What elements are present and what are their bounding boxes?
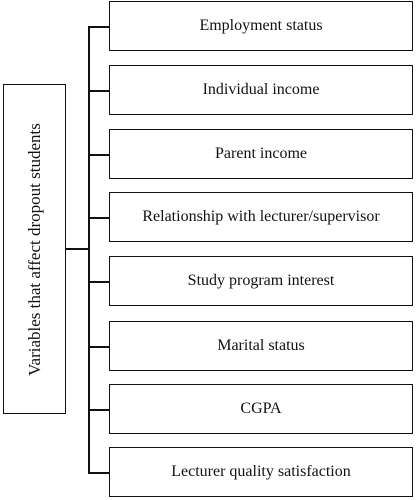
- root-variable-label: Variables that affect dropout students: [25, 122, 45, 376]
- item-box-marital-status: [109, 321, 413, 371]
- branch-line-study-program-interest: [88, 281, 109, 283]
- item-label-employment-status: Employment status: [199, 17, 323, 34]
- branch-line-lecturer-quality-satisfaction: [88, 472, 109, 474]
- item-box-cgpa: [109, 384, 413, 434]
- item-box-parent-income: [109, 129, 413, 179]
- branch-line-cgpa: [88, 409, 109, 411]
- item-label-individual-income: Individual income: [202, 81, 320, 98]
- item-box-individual-income: [109, 65, 413, 115]
- branch-line-employment-status: [88, 26, 109, 28]
- branch-line-parent-income: [88, 154, 109, 156]
- item-label-relationship-lecturer: Relationship with lecturer/supervisor: [142, 208, 380, 225]
- root-connector-line: [66, 248, 89, 250]
- branch-line-marital-status: [88, 346, 109, 348]
- item-label-parent-income: Parent income: [215, 145, 307, 162]
- item-label-marital-status: Marital status: [217, 337, 305, 354]
- vertical-spine-line: [88, 26, 90, 472]
- root-variable-box: [3, 84, 66, 414]
- item-label-cgpa: CGPA: [240, 400, 282, 417]
- item-box-relationship-lecturer: [109, 192, 413, 242]
- item-label-study-program-interest: Study program interest: [187, 272, 335, 289]
- item-box-employment-status: [109, 1, 413, 51]
- branch-line-relationship-lecturer: [88, 217, 109, 219]
- item-label-lecturer-quality-satisfaction: Lecturer quality satisfaction: [171, 463, 351, 480]
- item-box-lecturer-quality-satisfaction: [109, 447, 413, 497]
- branch-line-individual-income: [88, 90, 109, 92]
- item-box-study-program-interest: [109, 256, 413, 306]
